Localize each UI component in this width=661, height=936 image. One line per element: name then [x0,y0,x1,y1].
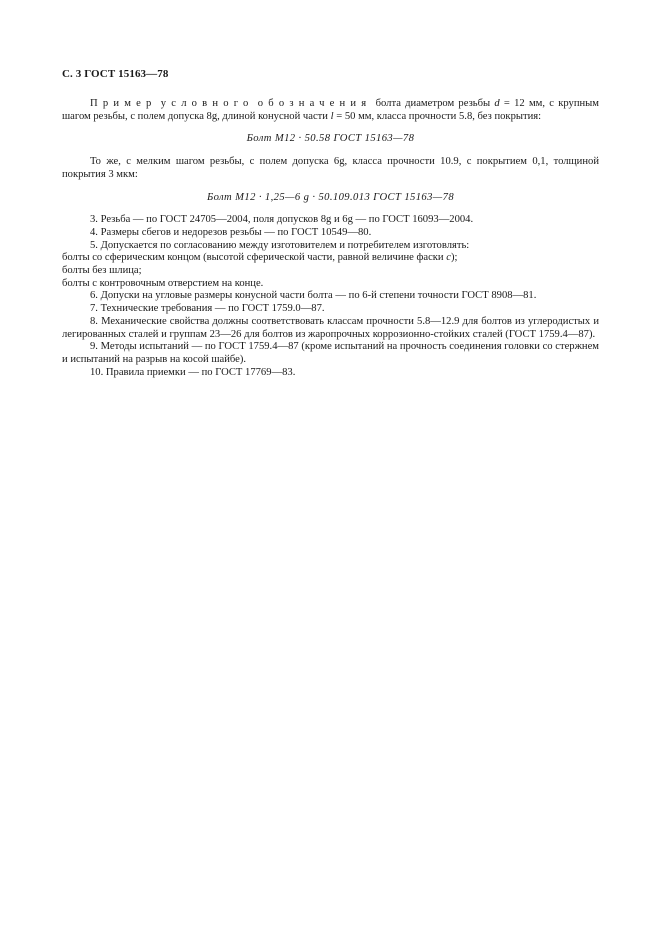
example-text: болта диаметром резьбы [371,98,495,109]
item-10: 10. Правила приемки — по ГОСТ 17769—83. [90,366,296,378]
spaced-word: Пример [90,98,157,109]
variable-l: l [330,110,334,122]
item-3: 3. Резьба — по ГОСТ 24705—2004, поля допусков 8g и 6g — по ГОСТ 16093—2004. [90,214,474,226]
page-header: С. 3 ГОСТ 15163—78 [62,68,169,80]
spaced-word: условного [160,98,254,109]
spaced-word: обозначения [257,98,372,109]
item-5-option-c: болты с контровочным отверстием на конце. [62,277,264,289]
example-paragraph-1 [62,98,599,123]
item-5-option-b: болты без шлица; [62,265,142,277]
item-8: 8. Механические свойства должны соответствовать классам прочности 5.8—12.9 для болтов из углеродистых и легированных сталей и группам 23—26 для болтов из жаропрочных коррозионно-стойких сталей (ГОСТ 1759.4—87). [62,315,599,340]
designation-formula-2: Болт М12 · 1,25—6 g · 50.109.013 ГОСТ 15163—78 [206,191,455,203]
item-7: 7. Технические требования — по ГОСТ 1759.0—87. [90,303,325,315]
item-4: 4. Размеры сбегов и недорезов резьбы — по ГОСТ 10549—80. [90,226,372,238]
variable-d: d [494,98,500,109]
item-9: 9. Методы испытаний — по ГОСТ 1759.4—87 (кроме испытаний на прочность соединения головки со стержнем и испытаний на разрыв на косой шайбе). [62,341,599,365]
designation-formula-1: Болт М12 · 50.58 ГОСТ 15163—78 [246,133,415,145]
item-5-option-a [62,252,599,265]
example-text: = 12 мм, с крупным шагом резьбы, с полем допуска 8g, длиной конусной части [62,98,599,122]
document-body [62,98,599,379]
item-6: 6. Допуски на угловые размеры конусной части болта — по 6-й степени точности ГОСТ 8908—81. [90,290,537,302]
example-paragraph-2: То же, с мелким шагом резьбы, с полем допуска 6g, класса прочности 10.9, с покрытием 0,1, толщиной покрытия 3 мкм: [62,156,599,180]
item-5: 5. Допускается по согласованию между изготовителем и потребителем изготовлять: [90,239,470,251]
variable-c: c [446,252,451,264]
item-5a-text: болты со сферическим концом (высотой сферической части, равной величине фаски [62,252,447,264]
example-text: = 50 мм, класса прочности 5.8, без покрытия: [333,110,542,122]
item-5a-text-end: ); [450,252,458,264]
